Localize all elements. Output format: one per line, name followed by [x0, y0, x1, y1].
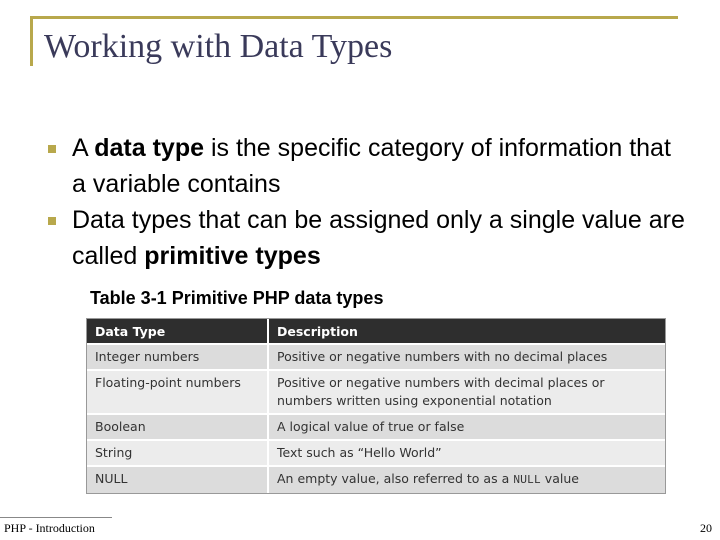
footer-rule	[0, 517, 112, 518]
table-row	[87, 440, 665, 466]
bullet-text-bold: data type	[94, 134, 205, 162]
description-text-end: value	[540, 471, 579, 486]
column-header-description: Description	[268, 319, 665, 344]
cell-description	[268, 414, 665, 440]
footer-course-title: PHP - Introduction	[4, 521, 95, 535]
cell-data-type: NULL	[87, 466, 268, 493]
description-code: NULL	[513, 474, 541, 487]
bullet-item	[48, 130, 688, 202]
title-frame-top-rule	[30, 16, 678, 19]
bullet-text-bold: primitive types	[144, 242, 321, 270]
column-header-data-type: Data Type	[87, 319, 268, 344]
footer-page-number: 20	[700, 521, 712, 535]
cell-data-type: Floating-point numbers	[87, 370, 268, 414]
bullet-text-pre: Data types that can be assigned only a single value are called	[72, 206, 685, 270]
table-row	[87, 466, 665, 493]
cell-description	[268, 440, 665, 466]
bullet-text-pre: A	[72, 134, 95, 162]
cell-description	[268, 344, 665, 370]
description-text: A logical value of true or false	[277, 419, 465, 434]
table-header-row	[87, 319, 665, 344]
description-text: Text such as “Hello World”	[277, 445, 442, 460]
square-bullet-icon	[48, 145, 56, 153]
title-frame-left-rule	[30, 16, 33, 66]
table-row	[87, 414, 665, 440]
bullet-text-post: is the specific category of information that a variable contains	[72, 134, 671, 198]
cell-description	[268, 370, 665, 414]
description-text: Positive or negative numbers with no decimal places	[277, 349, 608, 364]
description-text: Positive or negative numbers with decimal places or numbers written using exponential notation	[277, 375, 605, 408]
cell-data-type: Boolean	[87, 414, 268, 440]
cell-data-type: Integer numbers	[87, 344, 268, 370]
slide-title: Working with Data Types	[44, 28, 393, 65]
table-row	[87, 370, 665, 414]
bullet-item	[48, 202, 688, 274]
square-bullet-icon	[48, 217, 56, 225]
cell-data-type: String	[87, 440, 268, 466]
bullet-list	[48, 130, 688, 274]
data-types-table	[86, 318, 666, 494]
table-caption: Table 3-1 Primitive PHP data types	[90, 288, 384, 308]
cell-description	[268, 466, 665, 493]
description-text: An empty value, also referred to as a	[277, 471, 514, 486]
table-row	[87, 344, 665, 370]
